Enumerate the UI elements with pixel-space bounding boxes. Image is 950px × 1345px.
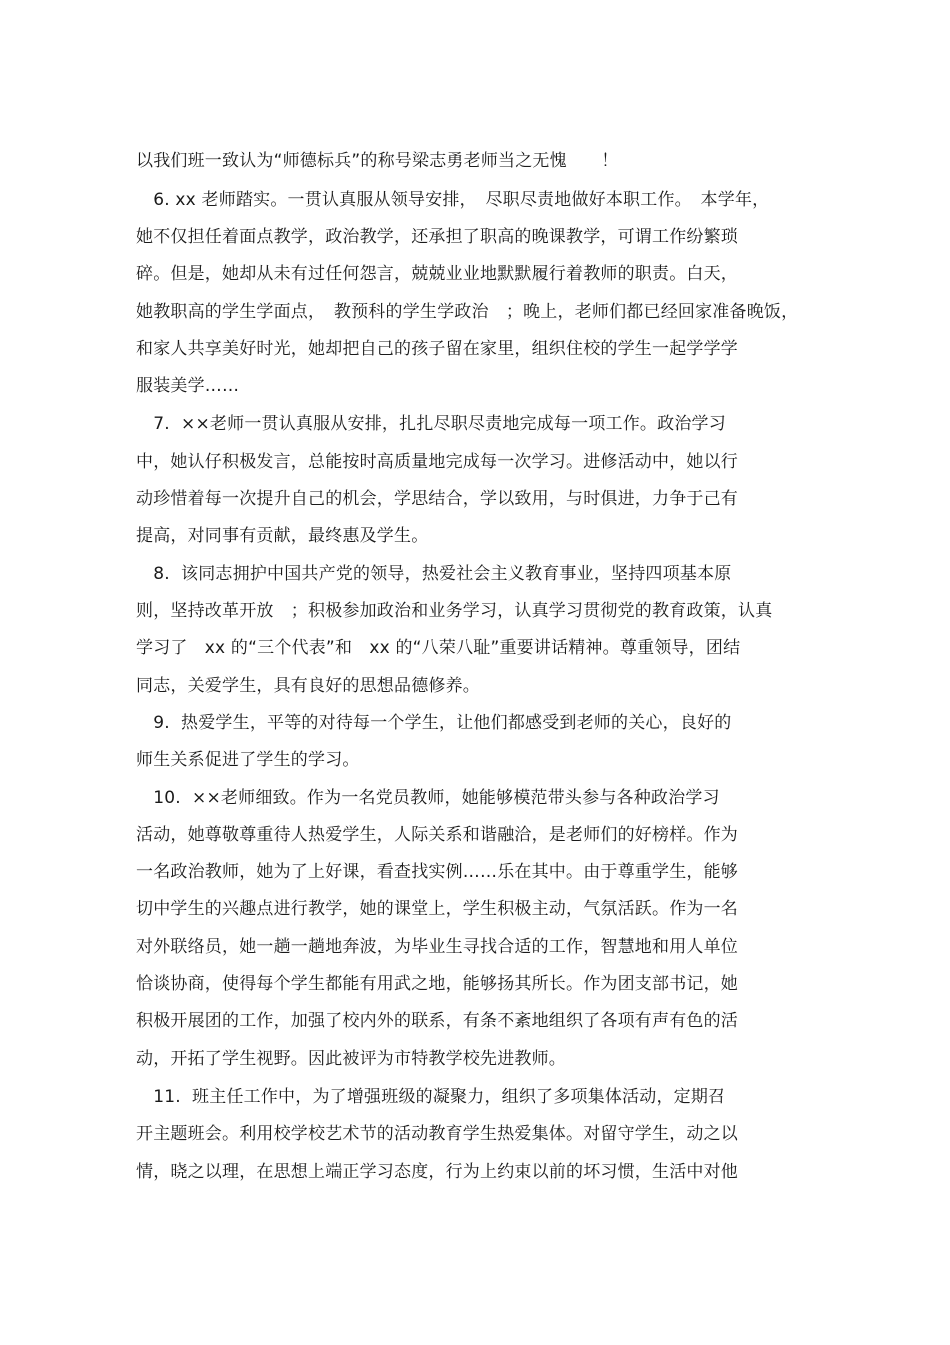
text-line: 同志，关爱学生，具有良好的思想品德修养。 <box>136 676 480 696</box>
text-line: 10. ××老师细致。作为一名党员教师，她能够模范带头参与各种政治学习 <box>136 788 720 808</box>
text-line: 动，开拓了学生视野。因此被评为市特教学校先进教师。 <box>136 1049 566 1069</box>
text-line: 9. 热爱学生，平等的对待每一个学生，让他们都感受到老师的关心，良好的 <box>136 713 732 733</box>
text-line: 动珍惜着每一次提升自己的机会，学思结合，学以致用，与时俱进，力争于己有 <box>136 489 738 509</box>
text-line: 碎。但是，她却从未有过任何怨言，兢兢业业地默默履行着教师的职责。白天， <box>136 264 738 284</box>
text-line: 11. 班主任工作中，为了增强班级的凝聚力，组织了多项集体活动，定期召 <box>136 1087 726 1107</box>
text-line: 她不仅担任着面点教学，政治教学，还承担了职高的晚课教学，可谓工作纷繁琐 <box>136 227 738 247</box>
text-line: 服装美学…… <box>136 376 240 396</box>
text-line: 7. ××老师一贯认真服从安排，扎扎尽职尽责地完成每一项工作。政治学习 <box>136 414 726 434</box>
text-line: 提高，对同事有贡献，最终惠及学生。 <box>136 526 429 546</box>
text-line: 情，晓之以理，在思想上端正学习态度，行为上约束以前的坏习惯，生活中对他 <box>136 1162 738 1182</box>
text-line: 恰谈协商，使得每个学生都能有用武之地，能够扬其所长。作为团支部书记，她 <box>136 974 738 994</box>
text-line: 一名政治教师，她为了上好课，看查找实例……乐在其中。由于尊重学生，能够 <box>136 862 738 882</box>
text-line: 则，坚持改革开放 ；积极参加政治和业务学习，认真学习贯彻党的教育政策，认真 <box>136 601 773 621</box>
text-line: 积极开展团的工作，加强了校内外的联系，有条不紊地组织了各项有声有色的活 <box>136 1011 738 1031</box>
text-line: 活动，她尊敬尊重待人热爱学生，人际关系和谐融洽，是老师们的好榜样。作为 <box>136 825 738 845</box>
text-line: 以我们班一致认为“师德标兵”的称号梁志勇老师当之无愧 ！ <box>136 151 619 171</box>
text-line: 中，她认仔积极发言，总能按时高质量地完成每一次学习。进修活动中，她以行 <box>136 452 738 472</box>
text-line: 8. 该同志拥护中国共产党的领导，热爱社会主义教育事业，坚持四项基本原 <box>136 564 732 584</box>
text-line: 和家人共享美好时光，她却把自己的孩子留在家里，组织住校的学生一起学学学 <box>136 339 738 359</box>
text-line: 学习了 xx 的“三个代表”和 xx 的“八荣八耻”重要讲话精神。尊重领导，团结 <box>136 638 741 658</box>
text-line: 切中学生的兴趣点进行教学，她的课堂上，学生积极主动，气氛活跃。作为一名 <box>136 899 738 919</box>
text-line: 对外联络员，她一趟一趟地奔波，为毕业生寻找合适的工作，智慧地和用人单位 <box>136 937 738 957</box>
text-line: 师生关系促进了学生的学习。 <box>136 750 360 770</box>
text-line: 开主题班会。利用校学校艺术节的活动教育学生热爱集体。对留守学生，动之以 <box>136 1124 738 1144</box>
text-line: 她教职高的学生学面点， 教预科的学生学政治 ；晚上，老师们都已经回家准备晚饭， <box>136 302 799 322</box>
text-line: 6. xx 老师踏实。一贯认真服从领导安排， 尽职尽责地做好本职工作。 本学年， <box>136 190 770 210</box>
